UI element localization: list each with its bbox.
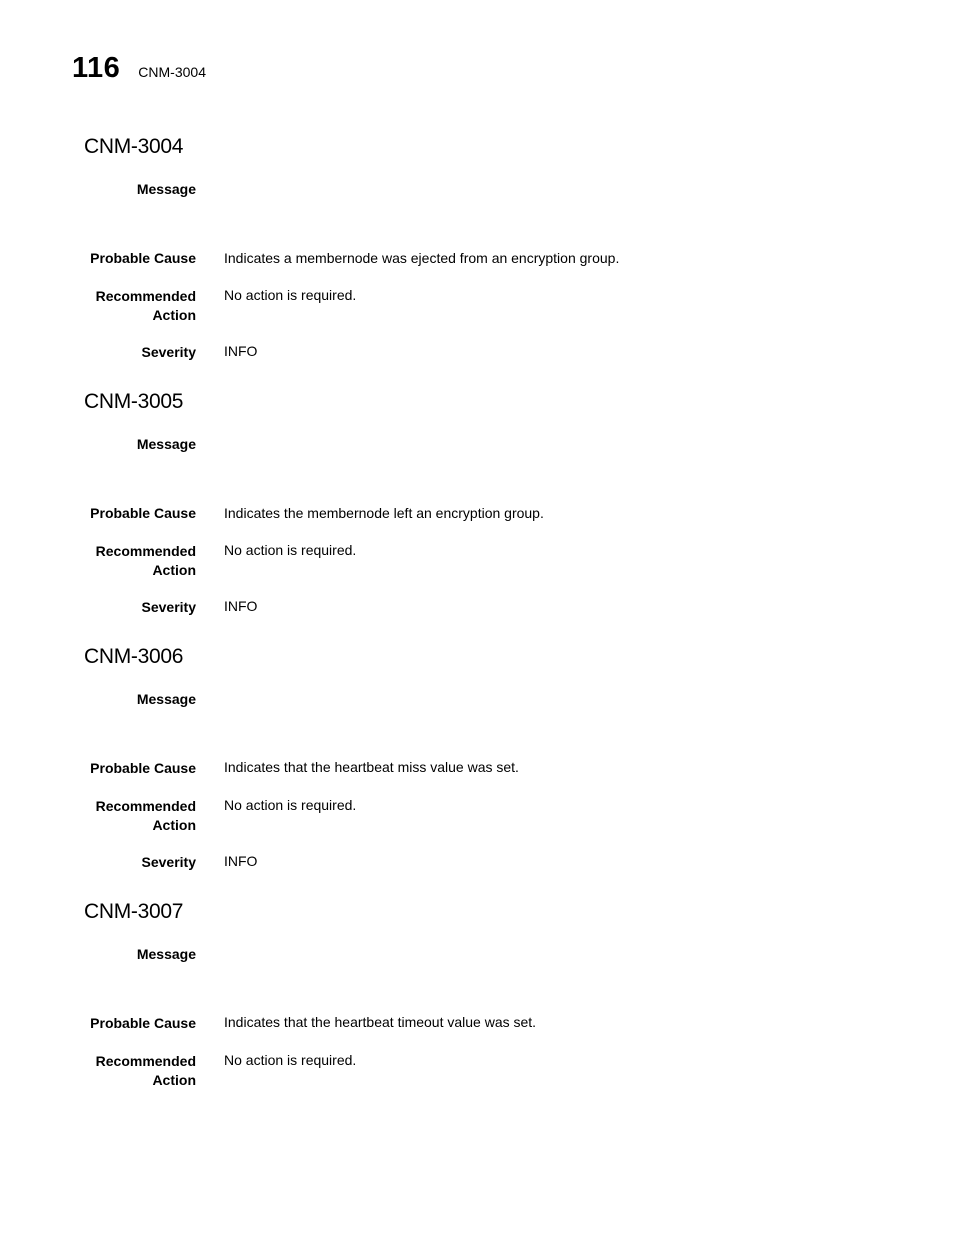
severity-value: INFO [224,598,258,614]
recommended-action-label [96,797,196,835]
message-label: Message [136,691,196,707]
recommended-action-value: No action is required. [224,287,357,303]
page-number: 116 [72,52,121,84]
message-label: Message [136,946,196,962]
recommended-label-line1: Recommended [95,1053,196,1069]
recommended-label-line2: Action [152,307,196,323]
recommended-action-label [96,542,196,580]
running-head: CNM-3004 [138,64,206,80]
recommended-action-value: No action is required. [224,797,357,813]
message-label: Message [136,436,196,452]
message-label: Message [136,181,196,197]
recommended-action-value: No action is required. [224,1052,357,1068]
severity-label: Severity [141,854,196,870]
probable-cause-value: Indicates a membernode was ejected from an encryption group. [224,250,620,266]
entry-title: CNM-3006 [84,645,184,668]
severity-label: Severity [141,344,196,360]
probable-cause-value: Indicates that the heartbeat miss value was set. [224,759,519,775]
page-header [72,52,206,85]
probable-cause-value: Indicates the membernode left an encryption group. [224,505,544,521]
recommended-action-label [96,287,196,325]
recommended-label-line2: Action [152,817,196,833]
probable-cause-label: Probable Cause [90,760,196,776]
recommended-action-value: No action is required. [224,542,357,558]
recommended-label-line2: Action [152,562,196,578]
recommended-label-line1: Recommended [95,543,196,559]
recommended-label-line1: Recommended [95,288,196,304]
severity-value: INFO [224,343,258,359]
entry-title: CNM-3004 [84,135,184,158]
probable-cause-label: Probable Cause [90,1015,196,1031]
severity-label: Severity [141,599,196,615]
entry-title: CNM-3007 [84,900,184,923]
severity-value: INFO [224,853,258,869]
probable-cause-label: Probable Cause [90,250,196,266]
entry-title: CNM-3005 [84,390,184,413]
recommended-label-line1: Recommended [95,798,196,814]
probable-cause-value: Indicates that the heartbeat timeout value was set. [224,1014,537,1030]
recommended-label-line2: Action [152,1072,196,1088]
recommended-action-label [96,1052,196,1090]
probable-cause-label: Probable Cause [90,505,196,521]
